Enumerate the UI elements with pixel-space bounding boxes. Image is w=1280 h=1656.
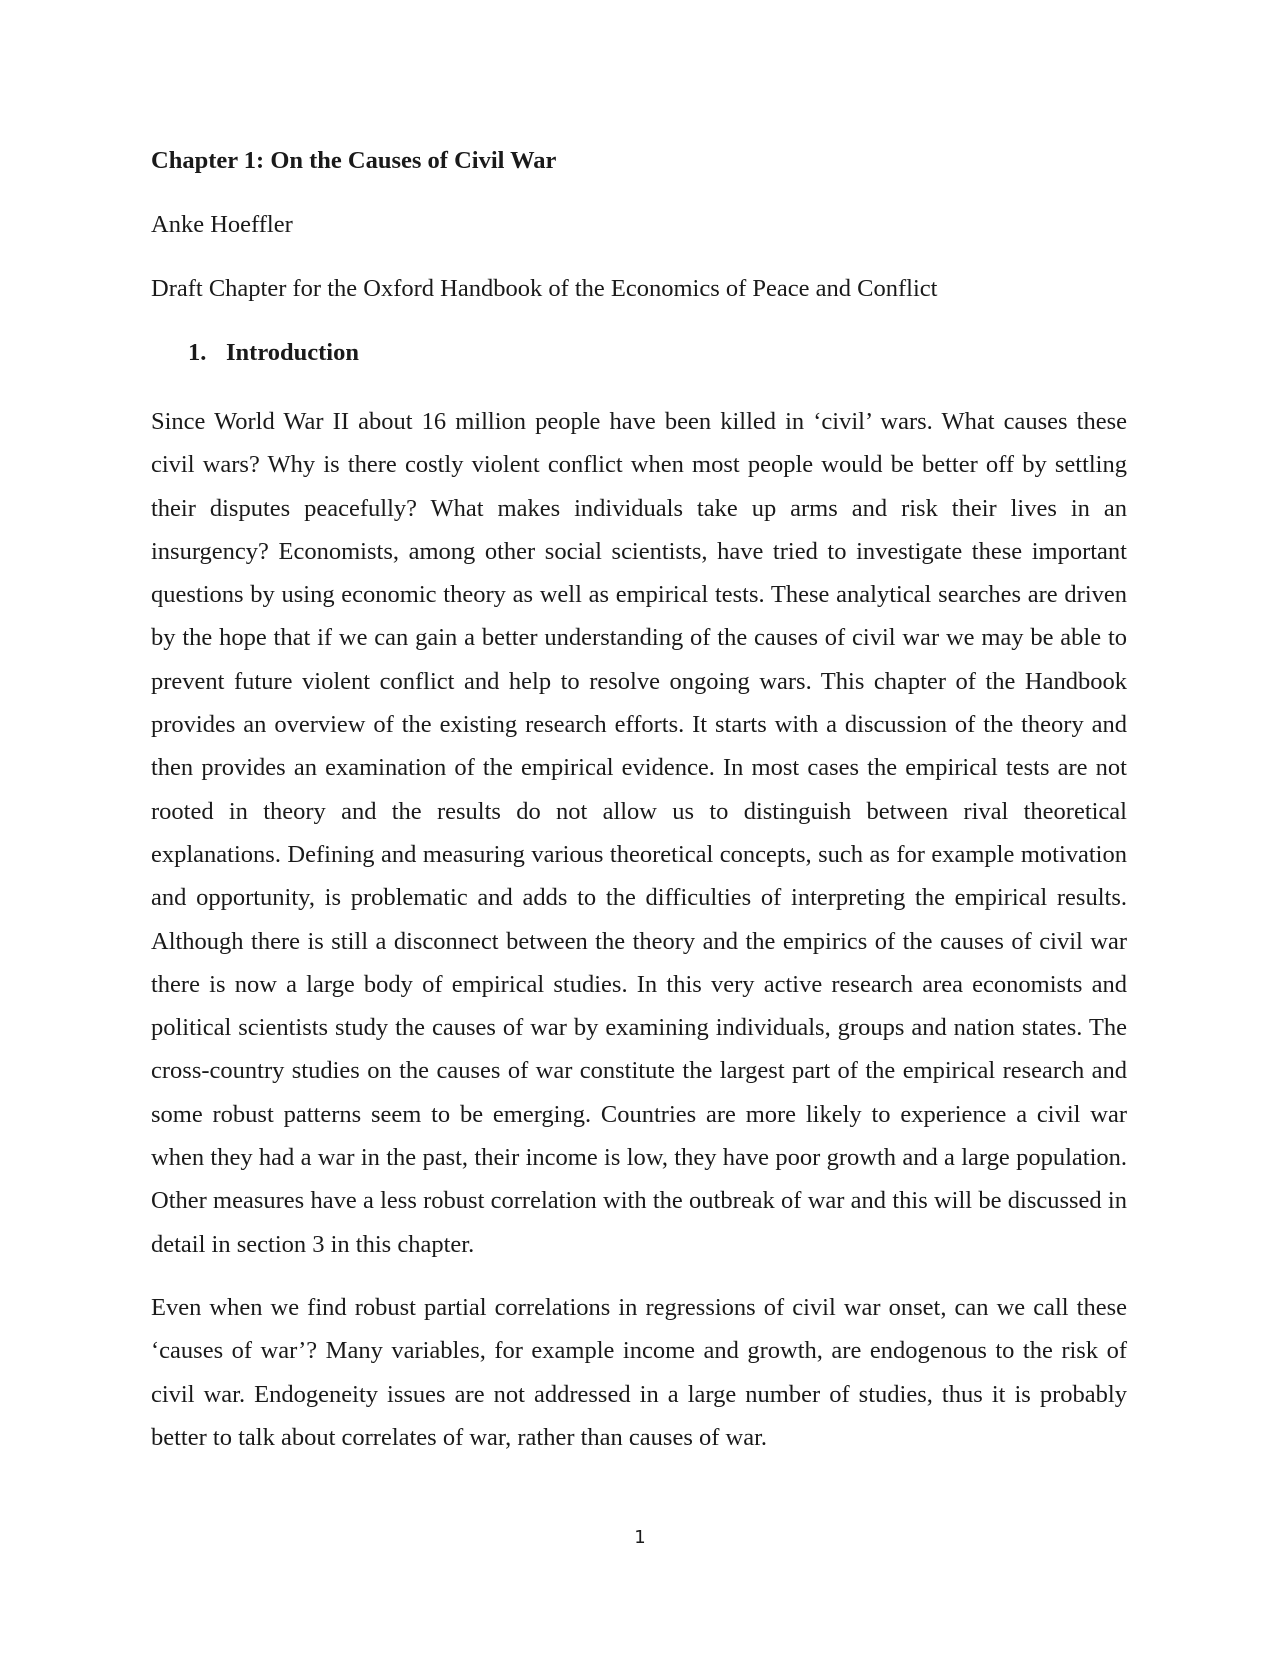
- section-heading: [151, 338, 1127, 368]
- page-number: 1: [634, 1527, 646, 1548]
- author-name: Anke Hoeffler: [151, 211, 293, 238]
- section-title: Introduction: [226, 339, 359, 366]
- chapter-subtitle: Draft Chapter for the Oxford Handbook of the Economics of Peace and Conflict: [151, 275, 938, 302]
- section-number: 1.: [188, 339, 207, 366]
- chapter-title: Chapter 1: On the Causes of Civil War: [151, 147, 557, 174]
- body-paragraph: Since World War II about 16 million people have been killed in ‘civil’ wars. What causes these civil wars? Why is there costly violent conflict when most people would be better off by settling their disputes peacefully? What makes individuals take up arms and risk their lives in an insurgency? Economists, among other social scientists, have tried to investigate these important questions by using economic theory as well as empirical tests. These analytical searches are driven by the hope that if we can gain a better understanding of the causes of civil war we may be able to prevent future violent conflict and help to resolve ongoing wars. This chapter of the Handbook provides an overview of the existing research efforts. It starts with a discussion of the theory and then provides an examination of the empirical evidence. In most cases the empirical tests are not rooted in theory and the results do not allow us to distinguish between rival theoretical explanations. Defining and measuring various theoretical concepts, such as for example motivation and opportunity, is problematic and adds to the difficulties of interpreting the empirical results. Although there is still a disconnect between the theory and the empirics of the causes of civil war there is now a large body of empirical studies. In this very active research area economists and political scientists study the causes of war by examining individuals, groups and nation states. The cross-country studies on the causes of war constitute the largest part of the empirical research and some robust patterns seem to be emerging. Countries are more likely to experience a civil war when they had a war in the past, their income is low, they have poor growth and a large population. Other measures have a less robust correlation with the outbreak of war and this will be discussed in detail in section 3 in this chapter.: [151, 408, 1127, 1258]
- body-paragraph: Even when we find robust partial correlations in regressions of civil war onset, can we call these ‘causes of war’? Many variables, for example income and growth, are endogenous to the risk of civil war. Endogeneity issues are not addressed in a large number of studies, thus it is probably better to talk about correlates of war, rather than causes of war.: [151, 1293, 1127, 1451]
- page-content: [151, 146, 1127, 1479]
